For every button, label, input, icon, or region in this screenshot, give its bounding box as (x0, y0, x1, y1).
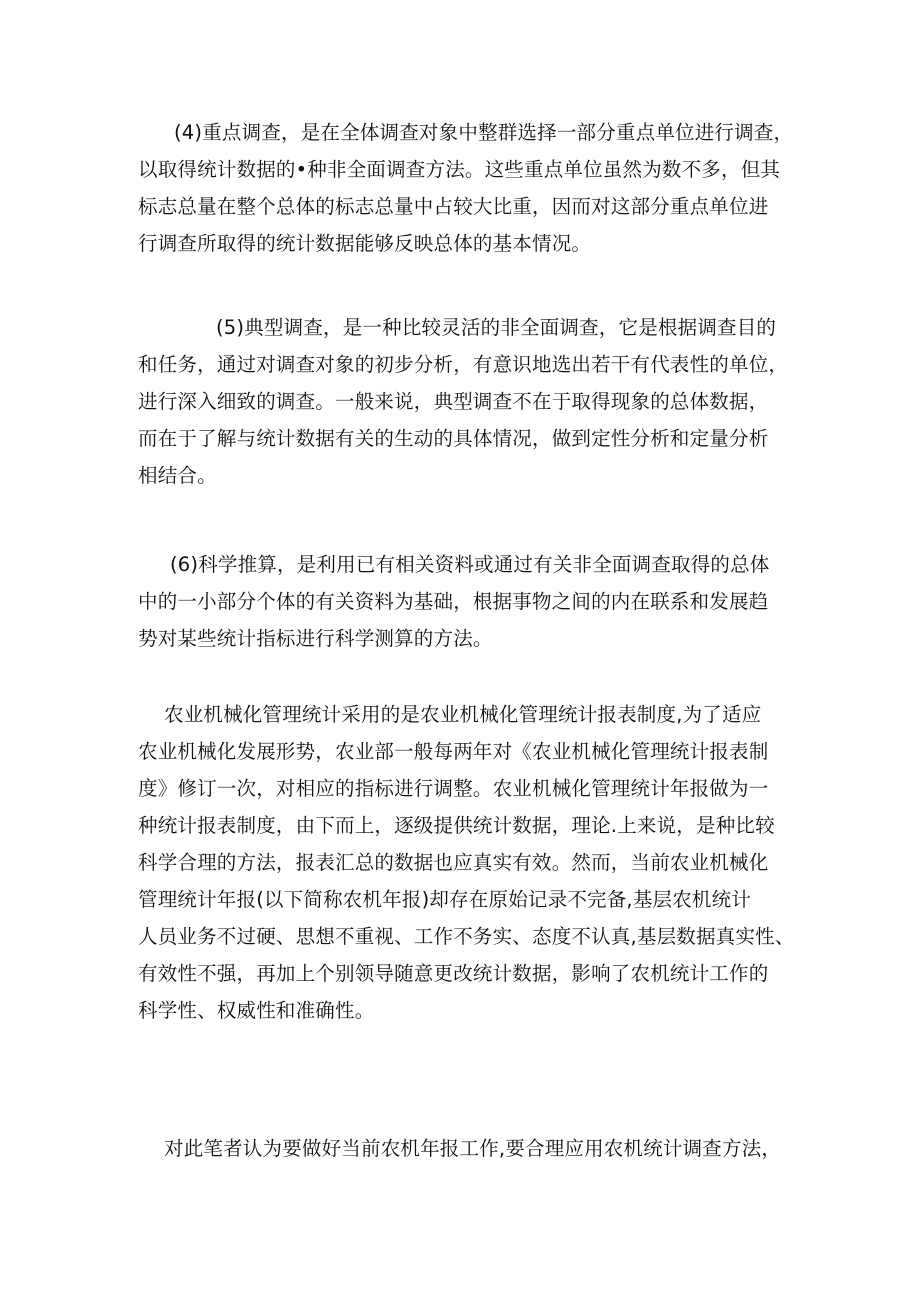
text-line: 对此笔者认为要做好当前农机年报工作,要合理应用农机统计调查方法， (164, 1137, 782, 1160)
text-line: (4)重点调查，是在全体调查对象中整群选择一部分重点单位进行调查， (174, 121, 794, 144)
text-line: 以取得统计数据的•种非全面调查方法。这些重点单位虽然为数不多，但其 (138, 158, 781, 181)
text-line: 相结合。 (138, 464, 217, 487)
text-line: 科学合理的方法，报表汇总的数据也应真实有效。然而，当前农业机械化 (138, 851, 769, 874)
text-line: (6)科学推算，是利用已有相关资料或通过有关非全面调查取得的总体 (170, 553, 770, 576)
text-line: 管理统计年报(以下简称农机年报)却存在原始记录不完备,基层农机统计 (138, 888, 752, 911)
text-line: 而在于了解与统计数据有关的生动的具体情况，做到定性分析和定量分析 (138, 427, 769, 450)
paragraph-mechanization-statistics (138, 696, 798, 1029)
text-line: 进行深入细致的调查。一般来说，典型调查不在于取得现象的总体数据， (138, 390, 769, 413)
text-line: 有效性不强，再加上个别领导随意更改统计数据，影响了农机统计工作的 (138, 962, 769, 985)
text-line: 行调查所取得的统计数据能够反映总体的基本情况。 (138, 232, 592, 255)
text-line: 人员业务不过硬、思想不重视、工作不务实、态度不认真,基层数据真实性、 (138, 925, 795, 948)
text-line: 标志总量在整个总体的标志总量中占较大比重，因而对这部分重点单位进 (138, 195, 769, 218)
text-line: 和任务，通过对调查对象的初步分析，有意识地选出若干有代表性的单位， (138, 353, 789, 376)
text-line: 度》修订一次，对相应的指标进行调整。农业机械化管理统计年报做为一 (138, 777, 769, 800)
text-line: 农业机械化管理统计采用的是农业机械化管理统计报表制度,为了适应 (164, 703, 762, 726)
text-line: 种统计报表制度，由下而上，逐级提供统计数据，理论.上来说，是种比较 (138, 814, 775, 837)
text-line: 势对某些统计指标进行科学测算的方法。 (138, 627, 493, 650)
text-line: 科学性、权威性和准确性。 (138, 999, 375, 1022)
paragraph-scientific-estimation (138, 546, 798, 657)
text-line: (5)典型调查，是一种比较灵活的非全面调查，它是根据调查目的 (216, 316, 777, 339)
paragraph-key-survey (138, 114, 798, 262)
text-line: 农业机械化发展形势，农业部一般每两年对《农业机械化管理统计报表制 (138, 740, 769, 763)
paragraph-typical-survey (138, 309, 798, 494)
text-line: 中的一小部分个体的有关资料为基础，根据事物之间的内在联系和发展趋 (138, 590, 769, 613)
paragraph-author-view (138, 1130, 798, 1167)
